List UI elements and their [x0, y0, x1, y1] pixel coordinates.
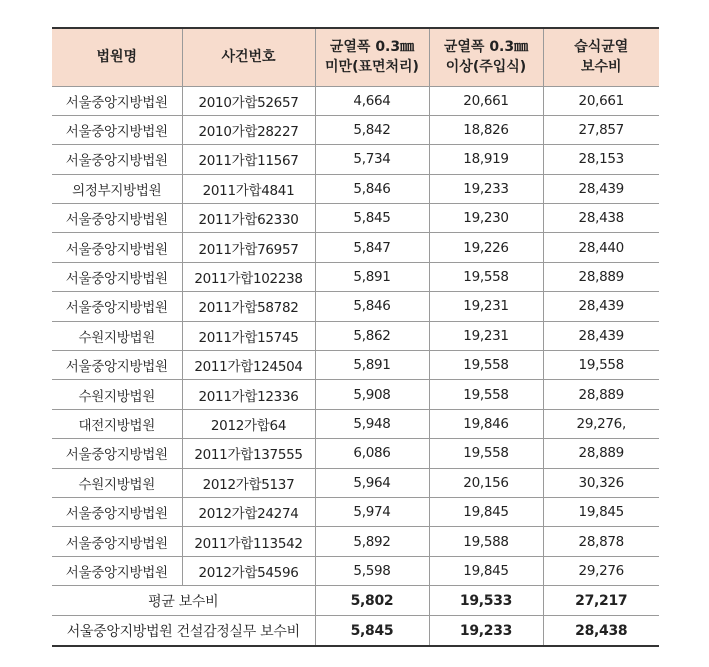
cell-below: 5,847: [315, 233, 429, 262]
table-row: [52, 380, 659, 409]
cell-case: 2011가합76957: [182, 233, 315, 262]
header-crack-above-line1: 균열폭 0.3㎜: [443, 39, 529, 56]
cell-above: 19,845: [429, 497, 543, 526]
table-row: [52, 145, 659, 174]
cell-above: 19,558: [429, 380, 543, 409]
cell-case: 2011가합137555: [182, 439, 315, 468]
cell-case: 2011가합12336: [182, 380, 315, 409]
cell-case: 2012가합5137: [182, 468, 315, 497]
cell-case: 2011가합4841: [182, 174, 315, 203]
cell-court: 서울중앙지방법원: [52, 351, 182, 380]
repair-cost-table-container: [52, 27, 659, 647]
table-row: [52, 204, 659, 233]
cell-wet: 28,889: [543, 439, 659, 468]
header-crack-above-line2: 이상(주입식): [445, 59, 527, 76]
average-row: [52, 586, 659, 616]
table-row: [52, 292, 659, 321]
header-wet-crack-line2: 보수비: [580, 59, 622, 76]
table-row: [52, 409, 659, 438]
court-standard-row: [52, 616, 659, 647]
cell-case: 2011가합113542: [182, 527, 315, 556]
cell-below: 6,086: [315, 439, 429, 468]
cell-wet: 30,326: [543, 468, 659, 497]
table-row: [52, 439, 659, 468]
table-row: [52, 556, 659, 585]
cell-case: 2011가합124504: [182, 351, 315, 380]
header-row: [52, 28, 659, 86]
cell-below: 5,862: [315, 321, 429, 350]
cell-above: 20,156: [429, 468, 543, 497]
cell-court: 서울중앙지방법원: [52, 145, 182, 174]
header-crack-below-line2: 미만(표면처리): [325, 59, 419, 76]
cell-case: 2010가합52657: [182, 86, 315, 115]
cell-above: 19,588: [429, 527, 543, 556]
cell-wet: 29,276: [543, 556, 659, 585]
cell-below: 5,846: [315, 174, 429, 203]
cell-wet: 28,439: [543, 321, 659, 350]
average-wet: 27,217: [543, 586, 659, 616]
cell-above: 19,845: [429, 556, 543, 585]
table-header: [52, 28, 659, 86]
table-row: [52, 497, 659, 526]
cell-below: 5,964: [315, 468, 429, 497]
cell-court: 수원지방법원: [52, 321, 182, 350]
cell-wet: 28,438: [543, 204, 659, 233]
cell-above: 19,558: [429, 439, 543, 468]
cell-wet: 27,857: [543, 115, 659, 144]
cell-court: 서울중앙지방법원: [52, 86, 182, 115]
cell-wet: 28,889: [543, 262, 659, 291]
cell-above: 19,558: [429, 262, 543, 291]
cell-court: 서울중앙지방법원: [52, 497, 182, 526]
repair-cost-table: [52, 27, 659, 647]
header-wet-crack-line1: 습식균열: [574, 39, 629, 56]
cell-case: 2012가합24274: [182, 497, 315, 526]
table-row: [52, 86, 659, 115]
court-standard-below: 5,845: [315, 616, 429, 647]
header-crack-below-line1: 균열폭 0.3㎜: [329, 39, 415, 56]
table-body: [52, 86, 659, 646]
cell-below: 4,664: [315, 86, 429, 115]
cell-court: 서울중앙지방법원: [52, 556, 182, 585]
court-standard-wet: 28,438: [543, 616, 659, 647]
cell-case: 2011가합11567: [182, 145, 315, 174]
cell-below: 5,846: [315, 292, 429, 321]
average-label: 평균 보수비: [52, 586, 315, 616]
table-row: [52, 233, 659, 262]
table-row: [52, 115, 659, 144]
cell-below: 5,891: [315, 262, 429, 291]
header-wet-crack: [543, 28, 659, 86]
cell-wet: 29,276,: [543, 409, 659, 438]
cell-below: 5,598: [315, 556, 429, 585]
cell-below: 5,948: [315, 409, 429, 438]
cell-wet: 28,440: [543, 233, 659, 262]
cell-wet: 28,889: [543, 380, 659, 409]
header-crack-below: [315, 28, 429, 86]
table-row: [52, 468, 659, 497]
court-standard-label: 서울중앙지방법원 건설감정실무 보수비: [52, 616, 315, 647]
cell-court: 서울중앙지방법원: [52, 262, 182, 291]
cell-case: 2011가합58782: [182, 292, 315, 321]
cell-above: 18,826: [429, 115, 543, 144]
cell-court: 서울중앙지방법원: [52, 233, 182, 262]
cell-case: 2010가합28227: [182, 115, 315, 144]
table-row: [52, 351, 659, 380]
cell-wet: 19,845: [543, 497, 659, 526]
table-row: [52, 174, 659, 203]
cell-case: 2012가합64: [182, 409, 315, 438]
cell-above: 19,231: [429, 321, 543, 350]
cell-above: 19,233: [429, 174, 543, 203]
header-case-number: 사건번호: [182, 28, 315, 86]
cell-below: 5,734: [315, 145, 429, 174]
cell-above: 19,846: [429, 409, 543, 438]
header-crack-above: [429, 28, 543, 86]
table-row: [52, 262, 659, 291]
average-below: 5,802: [315, 586, 429, 616]
header-court: 법원명: [52, 28, 182, 86]
cell-wet: 28,439: [543, 174, 659, 203]
cell-above: 19,230: [429, 204, 543, 233]
average-above: 19,533: [429, 586, 543, 616]
cell-below: 5,974: [315, 497, 429, 526]
cell-case: 2011가합15745: [182, 321, 315, 350]
cell-above: 19,226: [429, 233, 543, 262]
cell-court: 대전지방법원: [52, 409, 182, 438]
cell-court: 의정부지방법원: [52, 174, 182, 203]
table-row: [52, 321, 659, 350]
cell-above: 19,558: [429, 351, 543, 380]
cell-below: 5,908: [315, 380, 429, 409]
cell-court: 수원지방법원: [52, 468, 182, 497]
cell-court: 서울중앙지방법원: [52, 439, 182, 468]
cell-wet: 28,439: [543, 292, 659, 321]
cell-below: 5,891: [315, 351, 429, 380]
cell-wet: 19,558: [543, 351, 659, 380]
cell-case: 2012가합54596: [182, 556, 315, 585]
cell-court: 서울중앙지방법원: [52, 115, 182, 144]
table-row: [52, 527, 659, 556]
cell-case: 2011가합102238: [182, 262, 315, 291]
cell-above: 19,231: [429, 292, 543, 321]
cell-above: 20,661: [429, 86, 543, 115]
cell-below: 5,845: [315, 204, 429, 233]
cell-court: 서울중앙지방법원: [52, 292, 182, 321]
cell-above: 18,919: [429, 145, 543, 174]
cell-below: 5,842: [315, 115, 429, 144]
cell-court: 서울중앙지방법원: [52, 204, 182, 233]
cell-wet: 28,878: [543, 527, 659, 556]
cell-court: 수원지방법원: [52, 380, 182, 409]
cell-wet: 28,153: [543, 145, 659, 174]
cell-case: 2011가합62330: [182, 204, 315, 233]
cell-court: 서울중앙지방법원: [52, 527, 182, 556]
court-standard-above: 19,233: [429, 616, 543, 647]
cell-wet: 20,661: [543, 86, 659, 115]
cell-below: 5,892: [315, 527, 429, 556]
